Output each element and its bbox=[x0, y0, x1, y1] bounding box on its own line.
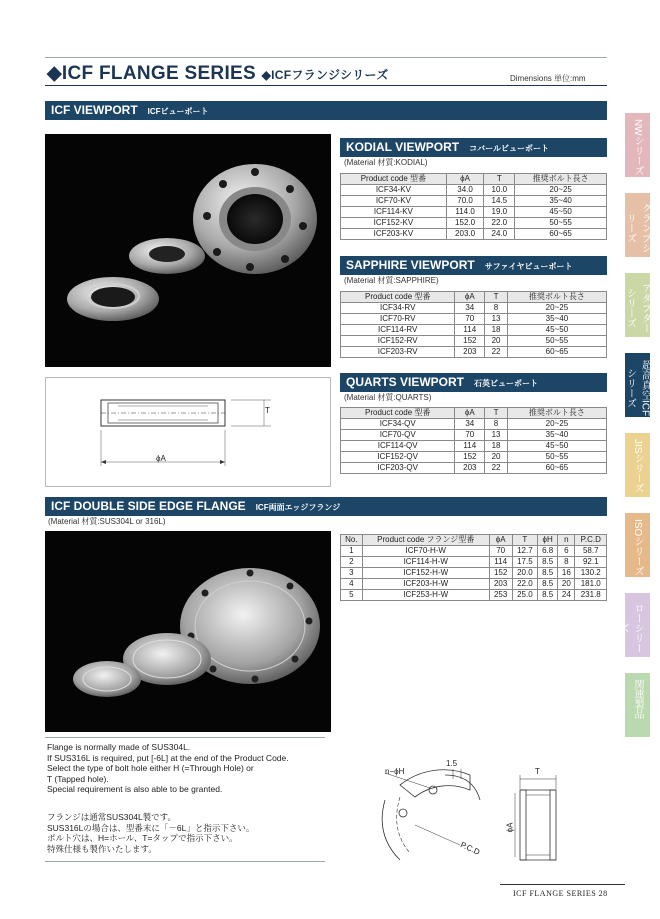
kodial-material: (Material 材質:KODIAL) bbox=[344, 158, 428, 167]
table-cell: 20~25 bbox=[507, 303, 606, 314]
table-cell: 25.0 bbox=[512, 590, 538, 601]
diamond-icon: ◆ bbox=[47, 63, 62, 84]
viewport-photo bbox=[45, 134, 331, 367]
sidebar-tab[interactable]: フレキ・ベローシリーズ bbox=[625, 593, 650, 657]
table-cell: ICF203-QV bbox=[341, 463, 455, 474]
viewport-title: ICF VIEWPORT bbox=[51, 103, 138, 117]
table-cell: 8.5 bbox=[538, 557, 558, 568]
table-cell: 1 bbox=[341, 546, 363, 557]
note-line: 特殊仕様も製作いたします。 bbox=[47, 843, 157, 854]
column-header: ϕA bbox=[455, 292, 485, 303]
table-cell: 34 bbox=[455, 303, 485, 314]
table-row bbox=[341, 590, 607, 601]
table-cell: 45~50 bbox=[515, 207, 607, 218]
t-label: T bbox=[535, 767, 540, 776]
sidebar-tab[interactable]: 超高真空ICFシリーズ bbox=[625, 353, 650, 417]
note-line: If SUS316L is required, put [-6L] at the end of the Product Code. bbox=[47, 752, 289, 763]
sapphire-title: SAPPHIRE VIEWPORT bbox=[346, 258, 475, 272]
note-line: SUS316Lの場合は、型番末に「－6L」と指示下さい。 bbox=[47, 822, 255, 833]
table-cell: 114 bbox=[455, 441, 485, 452]
table-cell: 114.0 bbox=[446, 207, 484, 218]
table-cell: 22 bbox=[485, 463, 508, 474]
table-row bbox=[341, 325, 607, 336]
column-header: T bbox=[485, 408, 508, 419]
column-header: Product code フランジ型番 bbox=[362, 535, 489, 546]
double-flange-photo bbox=[45, 531, 331, 732]
column-header: Product code 型番 bbox=[341, 408, 455, 419]
table-cell: ICF34-RV bbox=[341, 303, 455, 314]
table-cell: 20 bbox=[558, 579, 575, 590]
column-header: ϕA bbox=[446, 174, 484, 185]
quarts-title-jp: 石英ビューポート bbox=[474, 379, 539, 388]
table-cell: 13 bbox=[485, 430, 508, 441]
table-cell: 22 bbox=[485, 347, 508, 358]
note-line: ボルト穴は、H=ホール、T=タップで指示下さい。 bbox=[47, 833, 238, 843]
table-cell: 203 bbox=[455, 347, 485, 358]
column-header: No. bbox=[341, 535, 363, 546]
table-cell: 34.0 bbox=[446, 185, 484, 196]
table-row bbox=[341, 303, 607, 314]
table-row bbox=[341, 207, 607, 218]
table-cell: ICF152-QV bbox=[341, 452, 455, 463]
note-line: Select the type of bolt hole either H (=Through Hole) or bbox=[47, 763, 254, 773]
table-cell: 50~55 bbox=[515, 218, 607, 229]
table-cell: 231.8 bbox=[575, 590, 607, 601]
page-title bbox=[47, 62, 389, 85]
title-text: ICF FLANGE SERIES bbox=[61, 63, 256, 84]
table-cell: 2 bbox=[341, 557, 363, 568]
table-cell: 6.8 bbox=[538, 546, 558, 557]
double-table bbox=[340, 534, 607, 601]
table-cell: ICF70-RV bbox=[341, 314, 455, 325]
sidebar-tab[interactable]: JISシリーズ bbox=[625, 433, 650, 497]
column-header: Product code 型番 bbox=[341, 174, 447, 185]
table-cell: ICF253-H-W bbox=[362, 590, 489, 601]
table-cell: 50~55 bbox=[507, 336, 606, 347]
table-cell: 70 bbox=[455, 430, 485, 441]
table-cell: 18 bbox=[485, 441, 508, 452]
table-cell: 10.0 bbox=[484, 185, 515, 196]
table-cell: ICF114-QV bbox=[341, 441, 455, 452]
quarts-material: (Material 材質:QUARTS) bbox=[344, 393, 432, 402]
a-label: ϕA bbox=[505, 822, 515, 833]
table-cell: 152.0 bbox=[446, 218, 484, 229]
table-cell: 4 bbox=[341, 579, 363, 590]
kodial-title: KODIAL VIEWPORT bbox=[346, 140, 460, 154]
flange-drawing bbox=[345, 745, 607, 870]
table-cell: ICF70-QV bbox=[341, 430, 455, 441]
table-cell: 12.7 bbox=[512, 546, 538, 557]
table-cell: 60~65 bbox=[507, 347, 606, 358]
nh-label: n−ϕH bbox=[385, 767, 405, 776]
kodial-table bbox=[340, 173, 607, 240]
title-rule bbox=[45, 85, 607, 86]
table-cell: 8.5 bbox=[538, 579, 558, 590]
a-dim-label: ϕA bbox=[156, 454, 166, 463]
column-header: T bbox=[485, 292, 508, 303]
table-header-row bbox=[341, 292, 607, 303]
table-row bbox=[341, 430, 607, 441]
sidebar-tab[interactable]: アダプターシリーズ bbox=[625, 273, 650, 337]
table-row bbox=[341, 419, 607, 430]
table-cell: ICF152-H-W bbox=[362, 568, 489, 579]
table-cell: 35~40 bbox=[507, 430, 606, 441]
column-header: ϕA bbox=[455, 408, 485, 419]
table-cell: 8.5 bbox=[538, 568, 558, 579]
table-cell: 22.0 bbox=[512, 579, 538, 590]
sidebar-tab[interactable]: ISOシリーズ bbox=[625, 513, 650, 577]
table-row bbox=[341, 441, 607, 452]
column-header: 推奨ボルト長さ bbox=[507, 408, 606, 419]
sidebar-tab[interactable]: 関連製品 bbox=[625, 673, 650, 737]
table-cell: 22.0 bbox=[484, 218, 515, 229]
table-row bbox=[341, 557, 607, 568]
table-row bbox=[341, 546, 607, 557]
table-cell: ICF70-H-W bbox=[362, 546, 489, 557]
table-row bbox=[341, 196, 607, 207]
table-cell: 45~50 bbox=[507, 441, 606, 452]
t-dim-label: T bbox=[265, 406, 270, 415]
table-cell: 6 bbox=[558, 546, 575, 557]
viewport-drawing bbox=[45, 377, 331, 487]
table-cell: 70 bbox=[455, 314, 485, 325]
column-header: P.C.D bbox=[575, 535, 607, 546]
notes-rule bbox=[45, 737, 325, 738]
table-row bbox=[341, 336, 607, 347]
table-row bbox=[341, 347, 607, 358]
footer-rule bbox=[500, 884, 625, 885]
quarts-table bbox=[340, 407, 607, 474]
sidebar-tab[interactable]: クランプシリーズ bbox=[625, 193, 650, 257]
column-header: ϕH bbox=[538, 535, 558, 546]
notes-bottom-rule bbox=[45, 861, 325, 862]
table-cell: 17.5 bbox=[512, 557, 538, 568]
table-cell: 70 bbox=[489, 546, 512, 557]
sapphire-table bbox=[340, 291, 607, 358]
notes-jp bbox=[47, 812, 254, 854]
column-header: T bbox=[512, 535, 538, 546]
table-row bbox=[341, 218, 607, 229]
table-cell: ICF152-RV bbox=[341, 336, 455, 347]
table-cell: 19.0 bbox=[484, 207, 515, 218]
diamond-icon: ◆ bbox=[261, 68, 272, 82]
table-cell: 60~65 bbox=[507, 463, 606, 474]
table-cell: ICF203-H-W bbox=[362, 579, 489, 590]
table-cell: ICF152-KV bbox=[341, 218, 447, 229]
table-header-row bbox=[341, 174, 607, 185]
note-line: Special requirement is also able to be granted. bbox=[47, 784, 223, 794]
table-cell: ICF34-QV bbox=[341, 419, 455, 430]
table-cell: ICF203-KV bbox=[341, 229, 447, 240]
sapphire-title-jp: サファイヤビューポート bbox=[484, 262, 573, 271]
double-section-bar bbox=[45, 497, 607, 516]
column-header: Product code 型番 bbox=[341, 292, 455, 303]
sapphire-bar bbox=[340, 256, 607, 275]
note-line: T (Tapped hole). bbox=[47, 773, 109, 784]
table-cell: 20~25 bbox=[515, 185, 607, 196]
viewport-title-jp: ICFビューポート bbox=[147, 107, 209, 116]
table-row bbox=[341, 229, 607, 240]
table-cell: 92.1 bbox=[575, 557, 607, 568]
table-cell: ICF34-KV bbox=[341, 185, 447, 196]
table-cell: 3 bbox=[341, 568, 363, 579]
table-cell: 45~50 bbox=[507, 325, 606, 336]
column-header: ϕA bbox=[489, 535, 512, 546]
table-row bbox=[341, 185, 607, 196]
table-cell: 152 bbox=[489, 568, 512, 579]
kodial-title-jp: コバールビューポート bbox=[469, 144, 549, 153]
table-cell: 253 bbox=[489, 590, 512, 601]
table-cell: 58.7 bbox=[575, 546, 607, 557]
table-cell: 16 bbox=[558, 568, 575, 579]
double-title: ICF DOUBLE SIDE EDGE FLANGE bbox=[51, 499, 246, 513]
viewport-section-bar bbox=[45, 101, 607, 120]
table-cell: 8 bbox=[485, 419, 508, 430]
table-cell: 114 bbox=[455, 325, 485, 336]
table-row bbox=[341, 579, 607, 590]
table-row bbox=[341, 568, 607, 579]
table-cell: ICF114-RV bbox=[341, 325, 455, 336]
table-cell: 181.0 bbox=[575, 579, 607, 590]
table-cell: 8.5 bbox=[538, 590, 558, 601]
table-row bbox=[341, 463, 607, 474]
note-line: フランジは通常SUS304L製です。 bbox=[47, 812, 176, 822]
table-header-row bbox=[341, 535, 607, 546]
title-jp: ICFフランジシリーズ bbox=[271, 68, 389, 82]
table-cell: 203 bbox=[455, 463, 485, 474]
table-cell: 70.0 bbox=[446, 196, 484, 207]
table-header-row bbox=[341, 408, 607, 419]
table-cell: ICF114-KV bbox=[341, 207, 447, 218]
pcd-label: P.C.D bbox=[459, 840, 482, 857]
table-cell: 20.0 bbox=[512, 568, 538, 579]
table-cell: 20 bbox=[485, 336, 508, 347]
table-cell: ICF114-H-W bbox=[362, 557, 489, 568]
double-material: (Material 材質:SUS304L or 316L) bbox=[48, 517, 166, 526]
table-cell: 18 bbox=[485, 325, 508, 336]
table-cell: 114 bbox=[489, 557, 512, 568]
d15-label: 1.5 bbox=[446, 759, 458, 768]
table-cell: 5 bbox=[341, 590, 363, 601]
table-cell: 8 bbox=[558, 557, 575, 568]
table-row bbox=[341, 314, 607, 325]
table-cell: 203.0 bbox=[446, 229, 484, 240]
table-row bbox=[341, 452, 607, 463]
column-header: n bbox=[558, 535, 575, 546]
page-footer: ICF FLANGE SERIES 28 bbox=[513, 889, 608, 898]
table-cell: 35~40 bbox=[515, 196, 607, 207]
table-cell: 24 bbox=[558, 590, 575, 601]
table-cell: ICF203-RV bbox=[341, 347, 455, 358]
table-cell: 24.0 bbox=[484, 229, 515, 240]
quarts-bar bbox=[340, 373, 607, 392]
table-cell: 8 bbox=[485, 303, 508, 314]
table-cell: ICF70-KV bbox=[341, 196, 447, 207]
top-rule bbox=[45, 57, 607, 58]
table-cell: 14.5 bbox=[484, 196, 515, 207]
table-cell: 60~65 bbox=[515, 229, 607, 240]
column-header: 推奨ボルト長さ bbox=[515, 174, 607, 185]
table-cell: 34 bbox=[455, 419, 485, 430]
table-cell: 152 bbox=[455, 336, 485, 347]
quarts-title: QUARTS VIEWPORT bbox=[346, 375, 465, 389]
table-cell: 13 bbox=[485, 314, 508, 325]
note-line: Flange is normally made of SUS304L. bbox=[47, 742, 191, 752]
table-cell: 152 bbox=[455, 452, 485, 463]
table-cell: 50~55 bbox=[507, 452, 606, 463]
column-header: 推奨ボルト長さ bbox=[507, 292, 606, 303]
double-title-jp: ICF両面エッジフランジ bbox=[255, 503, 341, 512]
table-cell: 130.2 bbox=[575, 568, 607, 579]
dimensions-note: Dimensions 単位:mm bbox=[510, 74, 586, 83]
kodial-bar bbox=[340, 138, 607, 157]
notes-en bbox=[47, 742, 289, 795]
table-cell: 203 bbox=[489, 579, 512, 590]
sidebar-tab[interactable]: NWシリーズ bbox=[625, 113, 650, 177]
column-header: T bbox=[484, 174, 515, 185]
table-cell: 20~25 bbox=[507, 419, 606, 430]
table-cell: 35~40 bbox=[507, 314, 606, 325]
table-cell: 20 bbox=[485, 452, 508, 463]
sapphire-material: (Material 材質:SAPPHIRE) bbox=[344, 276, 439, 285]
